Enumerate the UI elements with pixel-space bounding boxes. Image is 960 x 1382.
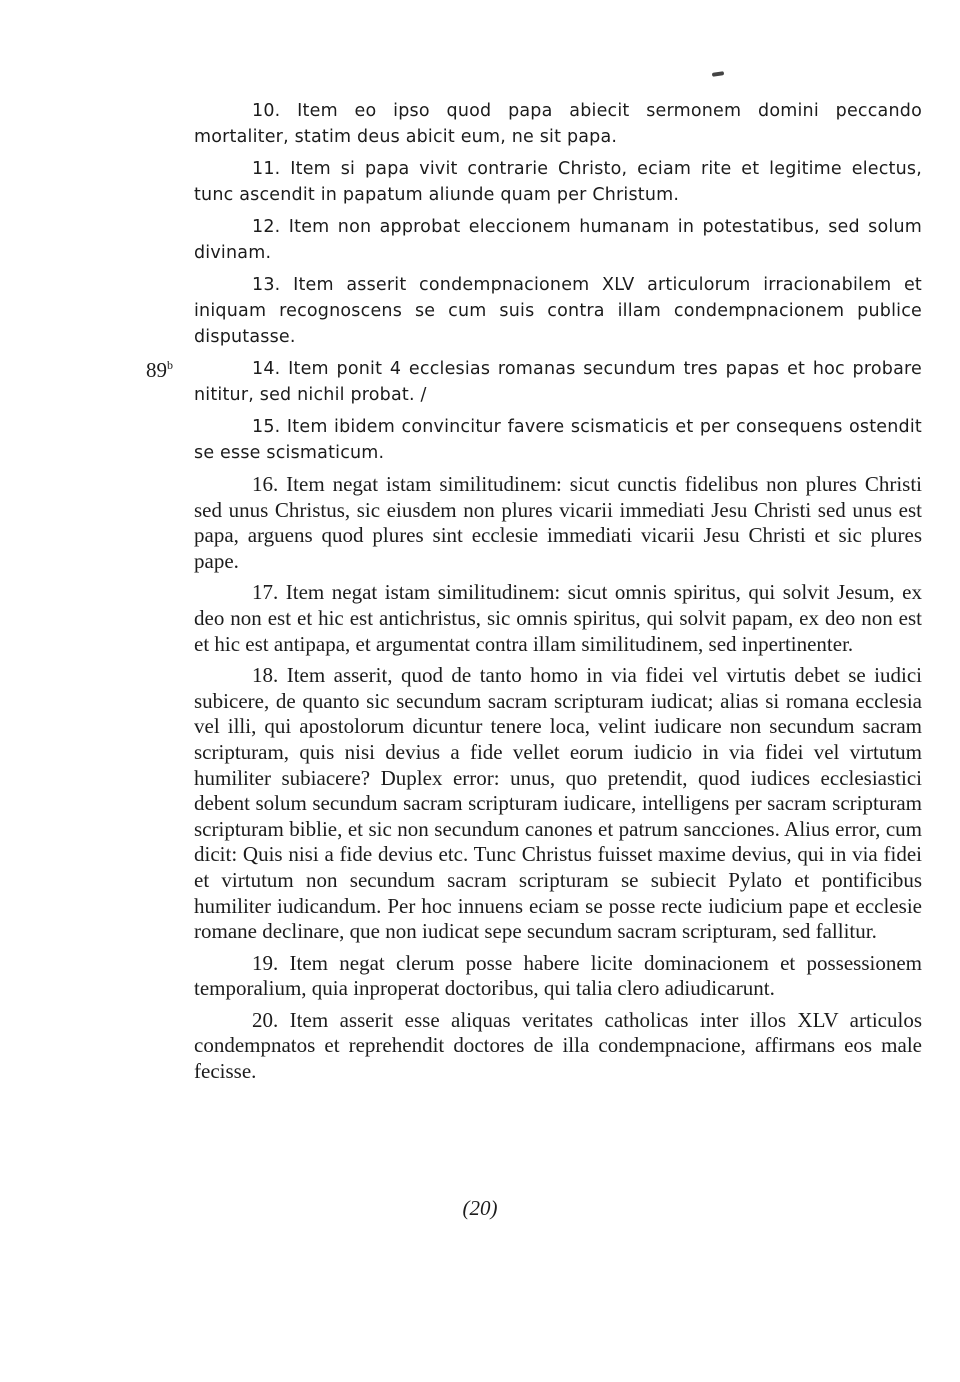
paragraph-item-12: 12. Item non approbat eleccionem humanam in potestatibus, sed solum divinam. — [194, 217, 922, 263]
paragraph-item-15: 15. Item ibidem convincitur favere scismaticis et per consequens ostendit se esse scismaticum. — [194, 417, 922, 463]
margin-folio-note — [146, 358, 173, 383]
paragraph-item-11: 11. Item si papa vivit contrarie Christo, eciam rite et legitime electus, tunc ascendit in papatum aliunde quam per Christum. — [194, 159, 922, 205]
paragraph-item-19: 19. Item negat clerum posse habere licite dominacionem et possessionem temporalium, quia inproperat doctoribus, qui talia clero adiudicarunt. — [194, 950, 922, 1001]
page-number: (20) — [462, 1196, 498, 1220]
paragraph-item-10: 10. Item eo ipso quod papa abiecit sermonem domini peccando mortaliter, statim deus abicit eum, ne sit papa. — [194, 101, 922, 147]
paragraph-item-17: 17. Item negat istam similitudinem: sicut omnis spiritus, qui solvit Jesum, ex deo non est et hic est antichristus, sic omnis spiritus, qui solvit papam, ex deo non est et hic est antipapa, et argumentat contra illam similitudinem, sed inpertinenter. — [194, 580, 922, 656]
margin-folio-number: 89 — [146, 358, 167, 382]
paragraph-item-16: 16. Item negat istam similitudinem: sicut cunctis fidelibus non plures Christi sed unus Christus, sic eiusdem non plures vicarii immediati Jesu Christi sed unus est papa, arguens quod plures sint ecclesie immediati vicarii Jesu Christi et sic plures pape. — [194, 472, 922, 573]
paragraph-item-13: 13. Item asserit condempnacionem XLV articulorum irracionabilem et iniquam recognoscens se cum suis contra illam condempnacionem publice disputasse. — [194, 275, 922, 347]
paragraph-item-14: 14. Item ponit 4 ecclesias romanas secundum tres papas et hoc probare nititur, sed nichil probat. / — [194, 359, 922, 405]
document-body — [194, 98, 922, 1091]
paragraph-item-18: 18. Item asserit, quod de tanto homo in via fidei vel virtutis debet se iudici subicere, de quanto sic secundum sacram scripturam iudicat; alias si romana ecclesia vel illi, qui apostolorum dicuntur tenere loca, velint iudicare non secundum sacram scripturam, quis nisi devius a fide vellet eorum iudicio in via fidei vel virtutum humiliter subiacere? Duplex error: unus, quo pretendit, quod iudices ecclesiastici debent solum secundum sacram scripturam iudicare, intelligens per sacram scripturam scripturam biblie, et sic non secundum canones et patrum sancciones. Alius error, cum dicit: Quis nisi a fide devius etc. Tunc Christus fuisset maxime devius, qui in via fidei et virtutum non secundum sacram scripturam se subiecit Pylato et pontificibus humiliter iudicandum. Per hoc innuens eciam se posse recte iudicium pape et ecclesie romane declinare, que non iudicat sepe secundum sacram scripturam, sed fallitur. — [194, 663, 922, 944]
paragraph-item-20: 20. Item asserit esse aliquas veritates catholicas inter illos XLV articulos condempnatos et reprehendit doctores de illa condempnacione, affirmans eos male fecisse. — [194, 1007, 922, 1084]
ink-speck — [712, 71, 724, 77]
margin-folio-side: b — [167, 358, 173, 372]
